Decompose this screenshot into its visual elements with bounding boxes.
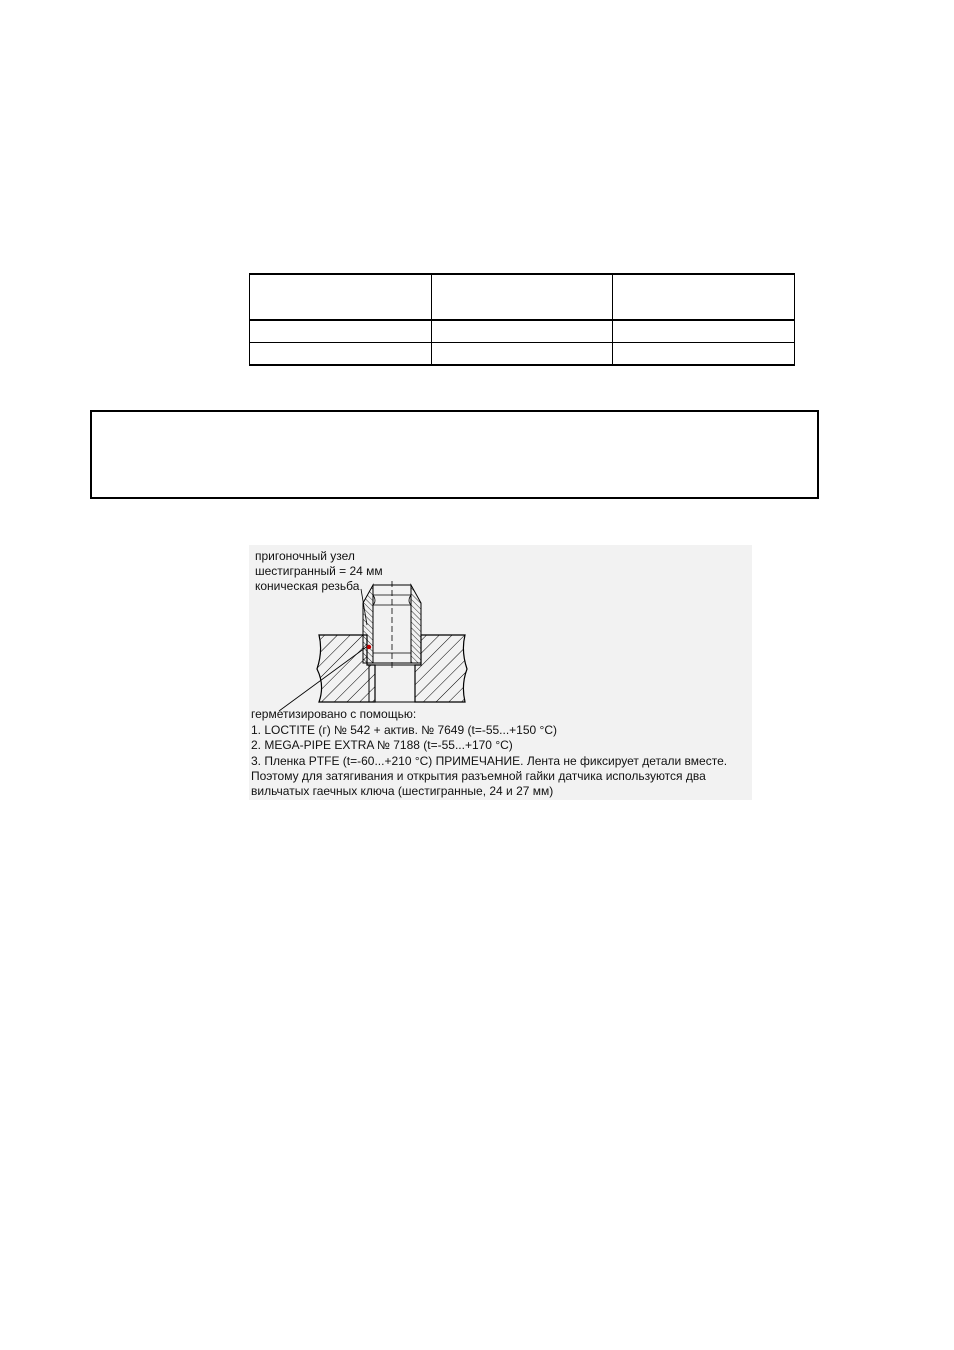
- caption-line: Поэтому для затягивания и открытия разъемной гайки датчика используются два: [251, 769, 706, 783]
- caption-line: 2. MEGA-PIPE EXTRA № 7188 (t=-55...+170 °C): [251, 738, 513, 752]
- table-cell: [431, 320, 613, 343]
- data-table: [249, 273, 795, 366]
- installation-figure: [249, 545, 752, 800]
- figure-label: пригоночный узел: [255, 549, 355, 563]
- table-header-row: [250, 274, 795, 320]
- table-cell: [431, 343, 613, 366]
- caption-line: 3. Пленка PTFE (t=-60...+210 °C) ПРИМЕЧАНИЕ. Лента не фиксирует детали вместе.: [251, 754, 728, 768]
- seal-point-marker: [367, 645, 371, 649]
- table-cell: [613, 320, 795, 343]
- table-header-cell: [613, 274, 795, 320]
- caption-line: вильчатых гаечных ключа (шестигранные, 24 и 27 мм): [251, 784, 554, 798]
- housing-right: [415, 635, 467, 702]
- table-row: [250, 343, 795, 366]
- note-box: [90, 410, 819, 499]
- table-header-cell: [431, 274, 613, 320]
- table-cell: [613, 343, 795, 366]
- caption-line: герметизировано с помощью:: [251, 707, 417, 721]
- table-cell: [250, 320, 432, 343]
- table-cell: [250, 343, 432, 366]
- figure-label: коническая резьба: [255, 579, 360, 593]
- caption-line: 1. LOCTITE (г) № 542 + актив. № 7649 (t=-55...+150 °C): [251, 723, 557, 737]
- table-row: [250, 320, 795, 343]
- figure-label: шестигранный = 24 мм: [255, 564, 383, 578]
- table-header-cell: [250, 274, 432, 320]
- fitting: [363, 581, 421, 670]
